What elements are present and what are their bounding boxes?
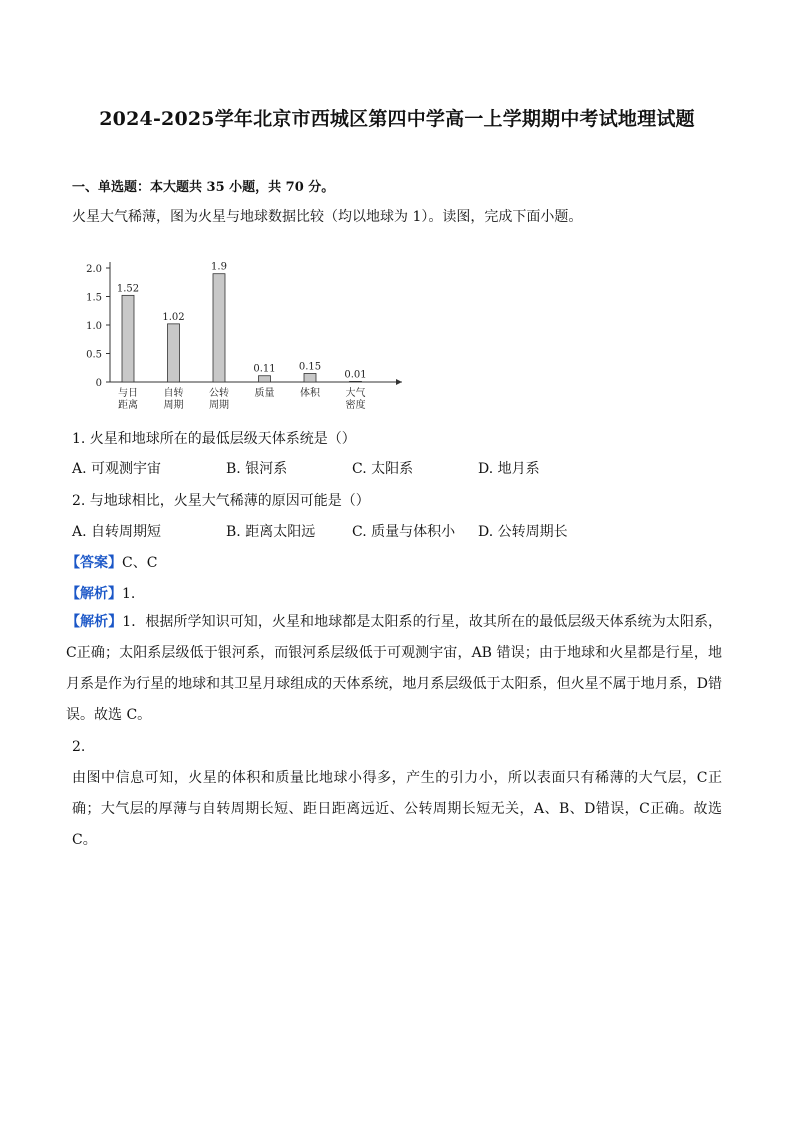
y-tick-label: 0 [95, 378, 102, 389]
question-2-stem: 2. 与地球相比，火星大气稀薄的原因可能是（） [72, 493, 370, 509]
x-axis-arrow [396, 379, 402, 385]
bar [259, 376, 271, 382]
bar-data-label: 1.02 [162, 311, 185, 323]
analysis-short-tag: 【解析】 [66, 586, 122, 602]
y-tick-label: 0.5 [86, 349, 102, 361]
q2-option-d: D. 公转周期长 [478, 524, 568, 540]
category-label: 大气 [345, 388, 366, 399]
q2-option-b: B. 距离太阳远 [226, 524, 316, 540]
bar [168, 324, 180, 382]
bar [122, 295, 134, 382]
page-title: 2024-2025学年北京市西城区第四中学高一上学期期中考试地理试题 [99, 108, 695, 130]
answer-text: C、C [122, 555, 158, 571]
answer-line [66, 552, 157, 572]
category-label: 质量 [254, 388, 275, 399]
category-label: 自转 [163, 388, 184, 399]
bar [350, 381, 362, 382]
category-label: 周期 [163, 400, 184, 411]
answer-tag: 【答案】 [66, 555, 122, 571]
q1-option-d: D. 地月系 [478, 461, 540, 477]
category-label: 距离 [118, 400, 138, 411]
category-label: 与日 [118, 388, 138, 399]
question-1-stem: 1. 火星和地球所在的最低层级天体系统是（） [72, 431, 356, 447]
analysis-tag: 【解析】 [66, 614, 123, 630]
q2-analysis-label: 2. [72, 739, 86, 755]
y-tick-label: 2.0 [86, 264, 102, 275]
y-tick-label: 1.0 [86, 321, 102, 332]
bar-data-label: 1.9 [211, 261, 227, 273]
bar [213, 274, 225, 382]
category-label: 体积 [300, 388, 320, 399]
q1-option-c: C. 太阳系 [352, 461, 414, 477]
bar-data-label: 1.52 [116, 283, 140, 295]
category-label: 公转 [209, 388, 229, 399]
analysis-paragraph [66, 607, 722, 731]
q1-option-b: B. 银河系 [226, 461, 288, 477]
bar [304, 373, 316, 382]
question-intro: 火星大气稀薄，图为火星与地球数据比较（均以地球为 1）。读图，完成下面小题。 [72, 209, 583, 225]
section-heading: 一、单选题：本大题共 35 小题，共 70 分。 [72, 180, 335, 195]
category-label: 密度 [345, 400, 366, 411]
q1-option-a: A. 可观测宇宙 [72, 461, 162, 477]
bar-data-label: 0.01 [344, 369, 367, 381]
y-tick-label: 1.5 [86, 292, 102, 304]
analysis-short-text: 1. [122, 586, 136, 602]
analysis-short-line [66, 583, 135, 603]
q2-analysis-paragraph: 由图中信息可知，火星的体积和质量比地球小得多，产生的引力小，所以表面只有稀薄的大气层，C正确；大气层的厚薄与自转周期长短、距日距离远近、公转周期长短无关，A、B、D错误，C正确。故选 C。 [72, 770, 722, 848]
bar-data-label: 0.11 [253, 363, 276, 375]
q2-option-c: C. 质量与体积小 [352, 524, 456, 540]
bar-data-label: 0.15 [298, 361, 322, 373]
category-label: 周期 [209, 400, 229, 411]
bar-chart [72, 252, 412, 417]
analysis-text: 1．根据所学知识可知，火星和地球都是太阳系的行星，故其所在的最低层级天体系统为太阳系，C正确；太阳系层级低于银河系，而银河系层级低于可观测宇宙，AB 错误；由于地球和火星都是行星，地月系是作为行星的地球和其卫星月球组成的天体系统，地月系层级低于太阳系，但火星不属于地月系，D错误。故选 C。 [66, 614, 723, 723]
q2-option-a: A. 自转周期短 [72, 524, 162, 540]
